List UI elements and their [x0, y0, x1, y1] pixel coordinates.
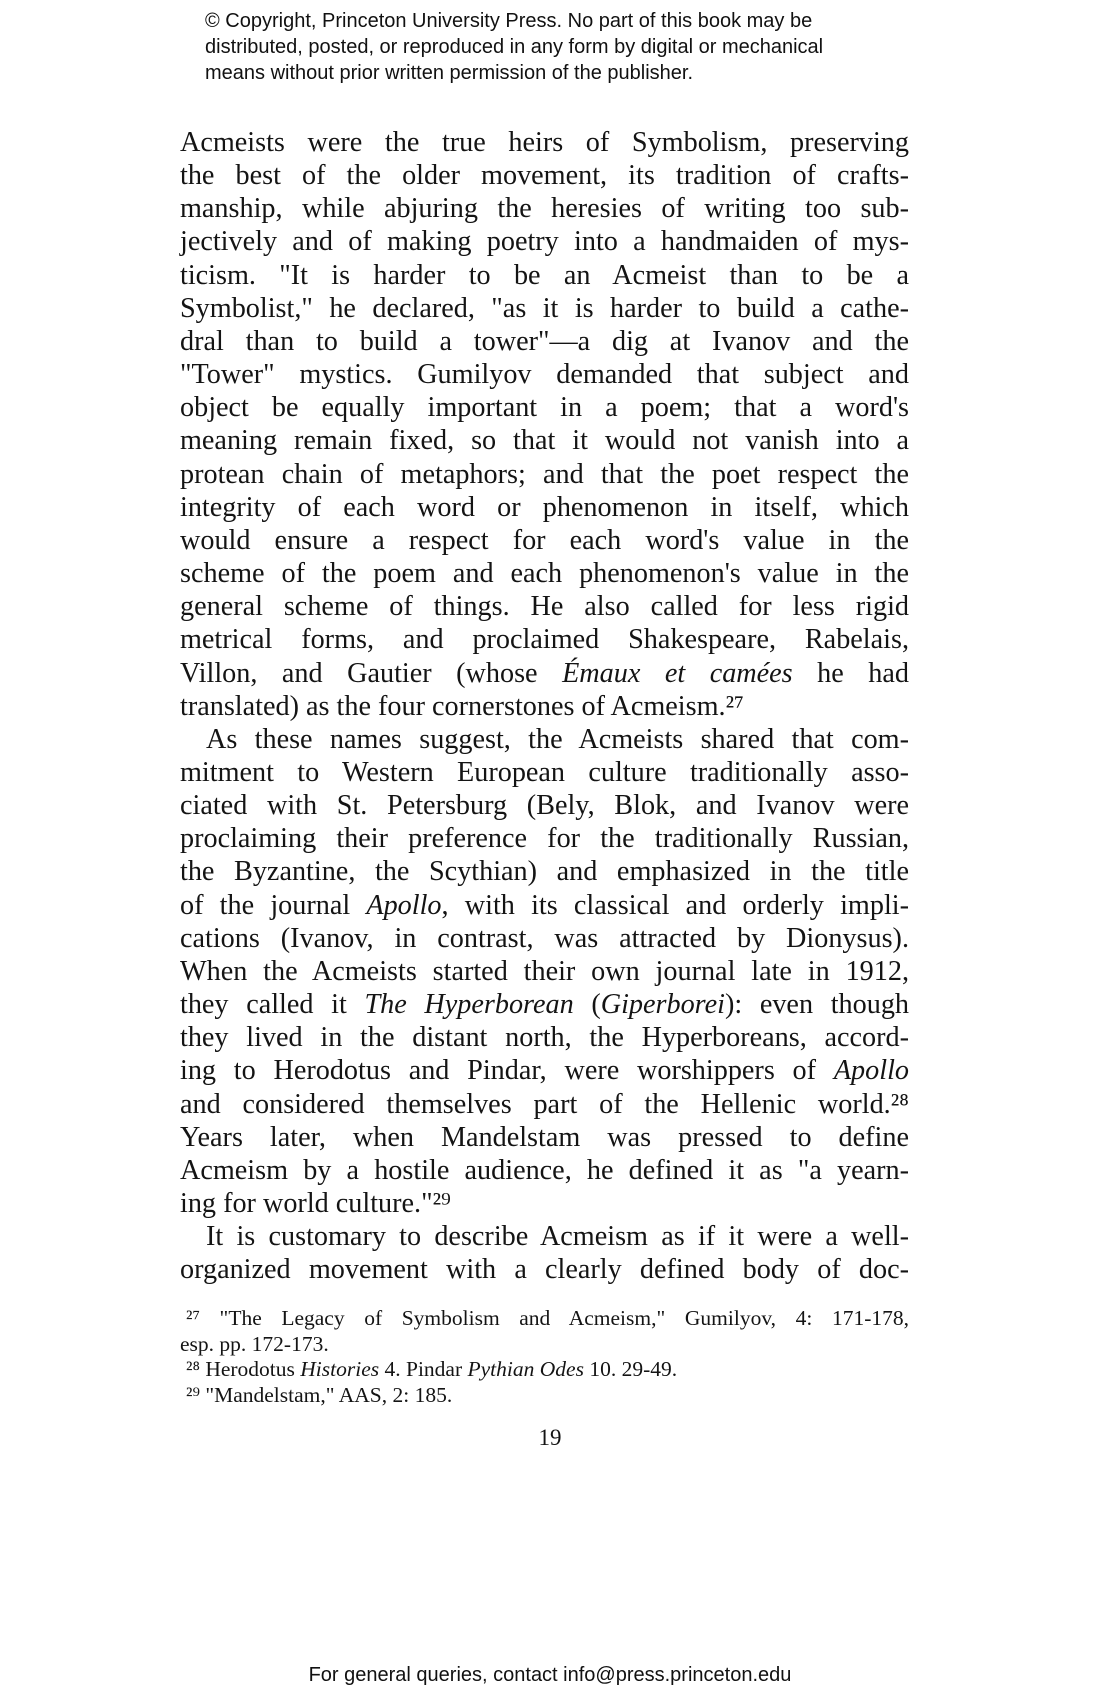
text-line: object be equally important in a poem; that a word's — [180, 392, 909, 424]
footnotes — [180, 1306, 909, 1408]
page-number: 19 — [538, 1425, 562, 1450]
footnote-line: esp. pp. 172-173. — [180, 1331, 329, 1356]
text-line: ticism. "It is harder to be an Acmeist than to be a — [180, 259, 909, 291]
contact-footer: For general queries, contact info@press.princeton.edu — [308, 1664, 792, 1686]
text-line: Years later, when Mandelstam was pressed to define — [180, 1121, 909, 1153]
text-line: "Tower" mystics. Gumilyov demanded that subject and — [180, 359, 909, 391]
text-line: ing to Herodotus and Pindar, were worshippers of Apollo — [180, 1055, 909, 1087]
text-line: mitment to Western European culture traditionally asso- — [180, 756, 909, 788]
footnote-27 — [180, 1306, 909, 1357]
text-line: Acmeists were the true heirs of Symbolism, preserving — [180, 127, 909, 158]
text-line: metrical forms, and proclaimed Shakespeare, Rabelais, — [180, 624, 909, 656]
text-line: and considered themselves part of the Hellenic world.²⁸ — [180, 1088, 909, 1120]
footnote-line: ²⁸ Herodotus Histories 4. Pindar Pythian Odes 10. 29-49. — [186, 1357, 678, 1381]
text-line: As these names suggest, the Acmeists shared that com- — [206, 723, 909, 755]
body-text — [180, 126, 909, 1286]
copyright-line: © Copyright, Princeton University Press. No part of this book may be — [205, 10, 813, 32]
text-line: cations (Ivanov, in contrast, was attracted by Dionysus). — [180, 922, 909, 954]
text-line: meaning remain fixed, so that it would not vanish into a — [180, 425, 909, 457]
footnote-28 — [180, 1357, 909, 1383]
text-line: would ensure a respect for each word's value in the — [180, 524, 909, 556]
text-line: manship, while abjuring the heresies of writing too sub- — [180, 193, 909, 225]
text-line: Symbolist," he declared, "as it is harder to build a cathe- — [180, 292, 909, 324]
text-line: ciated with St. Petersburg (Bely, Blok, and Ivanov were — [180, 790, 909, 822]
text-line: translated) as the four cornerstones of Acmeism.²⁷ — [180, 690, 744, 722]
text-line: Villon, and Gautier (whose Émaux et camées he had — [180, 657, 909, 689]
copyright-line: means without prior written permission of the publisher. — [205, 62, 694, 84]
text-line: protean chain of metaphors; and that the poet respect the — [180, 458, 909, 490]
text-line: integrity of each word or phenomenon in itself, which — [180, 491, 909, 523]
text-line: proclaiming their preference for the traditionally Russian, — [180, 823, 909, 855]
text-line: they called it The Hyperborean (Giperborei): even though — [180, 989, 910, 1021]
text-line: ing for world culture."²⁹ — [180, 1188, 451, 1219]
text-line: It is customary to describe Acmeism as if it were a well- — [206, 1221, 909, 1253]
text-line: When the Acmeists started their own journal late in 1912, — [180, 955, 909, 987]
text-line: jectively and of making poetry into a handmaiden of mys- — [180, 226, 909, 258]
paragraph — [180, 1220, 909, 1286]
copyright-notice — [205, 8, 905, 86]
text-line: of the journal Apollo, with its classical and orderly impli- — [180, 889, 909, 921]
text-line: dral than to build a tower"—a dig at Ivanov and the — [180, 325, 909, 357]
text-line: Acmeism by a hostile audience, he defined it as "a yearn- — [180, 1154, 909, 1186]
text-line: they lived in the distant north, the Hyperboreans, accord- — [180, 1022, 909, 1054]
text-line: the Byzantine, the Scythian) and emphasized in the title — [180, 856, 909, 888]
paragraph — [180, 126, 909, 723]
text-line: general scheme of things. He also called for less rigid — [180, 591, 909, 623]
footnote-29 — [180, 1383, 909, 1409]
copyright-line: distributed, posted, or reproduced in any form by digital or mechanical — [205, 36, 824, 58]
text-line: the best of the older movement, its tradition of crafts- — [180, 160, 909, 192]
text-line: scheme of the poem and each phenomenon's value in the — [180, 558, 909, 590]
footnote-line: ²⁹ "Mandelstam," AAS, 2: 185. — [186, 1382, 453, 1407]
paragraph — [180, 723, 909, 1220]
text-line: organized movement with a clearly defined body of doc- — [180, 1254, 909, 1286]
footnote-line: ²⁷ "The Legacy of Symbolism and Acmeism," Gumilyov, 4: 171-178, — [186, 1306, 909, 1330]
